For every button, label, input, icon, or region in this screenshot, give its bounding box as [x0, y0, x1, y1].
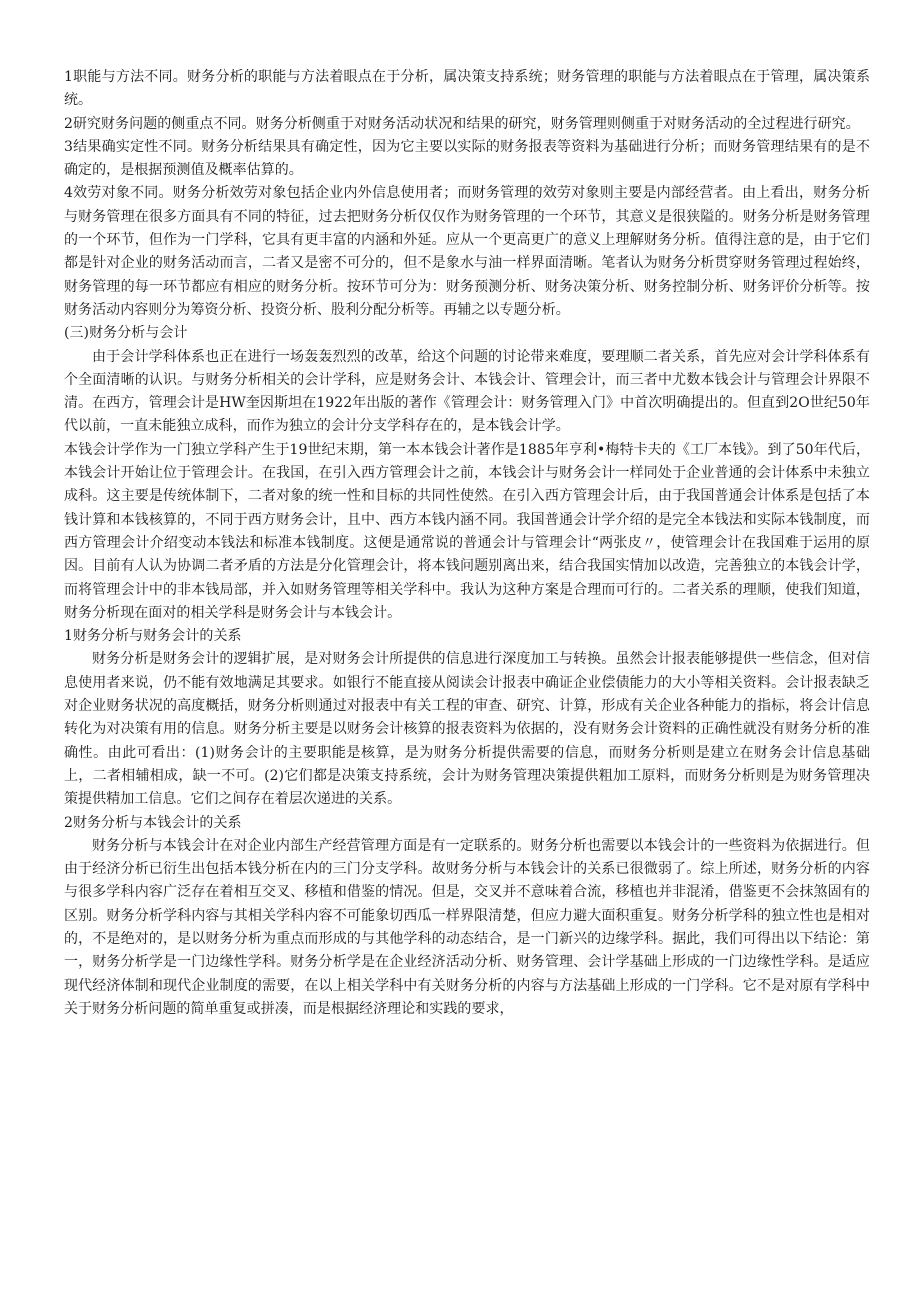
paragraph-service-object: 4效劳对象不同。财务分析效劳对象包括企业内外信息使用者；而财务管理的效劳对象则主要是内部经营者。由上看出，财务分析与财务管理在很多方面具有不同的特征，过去把财务分析仅仅作为财务管理的一个环节，其意义是很狭隘的。财务分析是财务管理的一个环节，但作为一门学科，它具有更丰富的内涵和外延。应从一个更高更广的意义上理解财务分析。值得注意的是，由于它们都是针对企业的财务活动而言，二者又是密不可分的，但不是象水与油一样界面清晰。笔者认为财务分析贯穿财务管理过程始终，财务管理的每一环节都应有相应的财务分析。按环节可分为：财务预测分析、财务决策分析、财务控制分析、财务评价分析等。按财务活动内容则分为筹资分析、投资分析、股利分配分析等。再辅之以专题分析。 [64, 185, 870, 318]
section-heading-analysis-accounting: (三)财务分析与会计 [64, 325, 188, 342]
paragraph-result-certainty: 3结果确实定性不同。财务分析结果具有确定性，因为它主要以实际的财务报表等资料为基础进行分析；而财务管理结果有的是不确定的，是根据预测值及概率估算的。 [64, 138, 870, 179]
subsection-heading-financial-accounting: 1财务分析与财务会计的关系 [64, 628, 242, 645]
paragraph-research-focus: 2研究财务问题的侧重点不同。财务分析侧重于对财务活动状况和结果的研究，财务管理则侧重于对财务活动的全过程进行研究。 [64, 115, 860, 132]
paragraph-financial-accounting-relation: 财务分析是财务会计的逻辑扩展，是对财务会计所提供的信息进行深度加工与转换。虽然会计报表能够提供一些信念，但对信息使用者来说，仍不能有效地满足其要求。如银行不能直接从阅读会计报表中确证企业偿债能力的大小等相关资料。会计报表缺乏对企业财务状况的高度概括，财务分析则通过对报表中有关工程的审查、研究、计算，形成有关企业各种能力的指标，将会计信息转化为对决策有用的信息。财务分析主要是以财务会计核算的报表资料为依据的，没有财务会计资料的正确性就没有财务分析的准确性。由此可看出：(1)财务会计的主要职能是核算，是为财务分析提供需要的信息，而财务分析则是建立在财务会计信息基础上，二者相辅相成，缺一不可。(2)它们都是决策支持系统，会计为财务管理决策提供粗加工原料，而财务分析则是为财务管理决策提供精加工信息。它们之间存在着层次递进的关系。 [64, 651, 870, 808]
paragraph-cost-accounting: 本钱会计学作为一门独立学科产生于19世纪末期，第一本本钱会计著作是1885年亨利•梅特卡夫的《工厂本钱》。到了50年代后，本钱会计开始让位于管理会计。在我国，在引入西方管理会计之前，本钱会计与财务会计一样同处于企业普通的会计体系中未独立成科。这主要是传统体制下，二者对象的统一性和目标的共同性使然。在引入西方管理会计后，由于我国普通会计体系是包括了本钱计算和本钱核算的，不同于西方财务会计，且中、西方本钱内涵不同。我国普通会计学介绍的是完全本钱法和实际本钱制度，而西方管理会计介绍变动本钱法和标准本钱制度。这便是通常说的普通会计与管理会计“两张皮〃，使管理会计在我国难于运用的原因。目前有人认为协调二者矛盾的方法是分化管理会计，将本钱问题别离出来，结合我国实情加以改造，完善独立的本钱会计学，而将管理会计中的非本钱局部，并入如财务管理等相关学科中。我认为这种方案是合理而可行的。二者关系的理顺，使我们知道，财务分析现在面对的相关学科是财务会计与本钱会计。 [64, 441, 870, 621]
paragraph-accounting-reform: 由于会计学科体系也正在进行一场轰轰烈烈的改革，给这个问题的讨论带来难度，要理顺二者关系，首先应对会计学科体系有个全面清晰的认识。与财务分析相关的会计学科，应是财务会计、本钱会计、管理会计，而三者中尤数本钱会计与管理会计界限不清。在西方，管理会计是HW奎因斯坦在1922年出版的著作《管理会计：财务管理入门》中首次明确提出的。但直到2O世纪50年代以前，一直未能独立成科，而作为独立的会计分支学科存在的，是本钱会计学。 [64, 348, 870, 435]
paragraph-cost-accounting-relation: 财务分析与本钱会计在对企业内部生产经营管理方面是有一定联系的。财务分析也需要以本钱会计的一些资料为依据进行。但由于经济分析已衍生出包括本钱分析在内的三门分支学科。故财务分析与本钱会计的关系已很微弱了。综上所述，财务分析的内容与很多学科内容广泛存在着相互交叉、移植和借鉴的情况。但是，交叉并不意味着合流，移植也并非混淆，借鉴更不会抹煞固有的区别。财务分析学科内容与其相关学科内容不可能象切西瓜一样界限清楚，但应力避大面积重复。财务分析学科的独立性也是相对的，不是绝对的，是以财务分析为重点而形成的与其他学科的动态结合，是一门新兴的边缘学科。据此，我们可得出以下结论：第一，财务分析学是一门边缘性学科。财务分析学是在企业经济活动分析、财务管理、会计学基础上形成的一门边缘性学科。是适应现代经济体制和现代企业制度的需要，在以上相关学科中有关财务分析的内容与方法基础上形成的一门学科。它不是对原有学科中关于财务分析问题的简单重复或拼凑，而是根据经济理论和实践的要求， [64, 837, 870, 1017]
subsection-heading-cost-accounting: 2财务分析与本钱会计的关系 [64, 814, 242, 831]
document-page [64, 66, 870, 1021]
paragraph-function-method: 1职能与方法不同。财务分析的职能与方法着眼点在于分析，属决策支持系统；财务管理的职能与方法着眼点在于管理，属决策系统。 [64, 69, 870, 109]
